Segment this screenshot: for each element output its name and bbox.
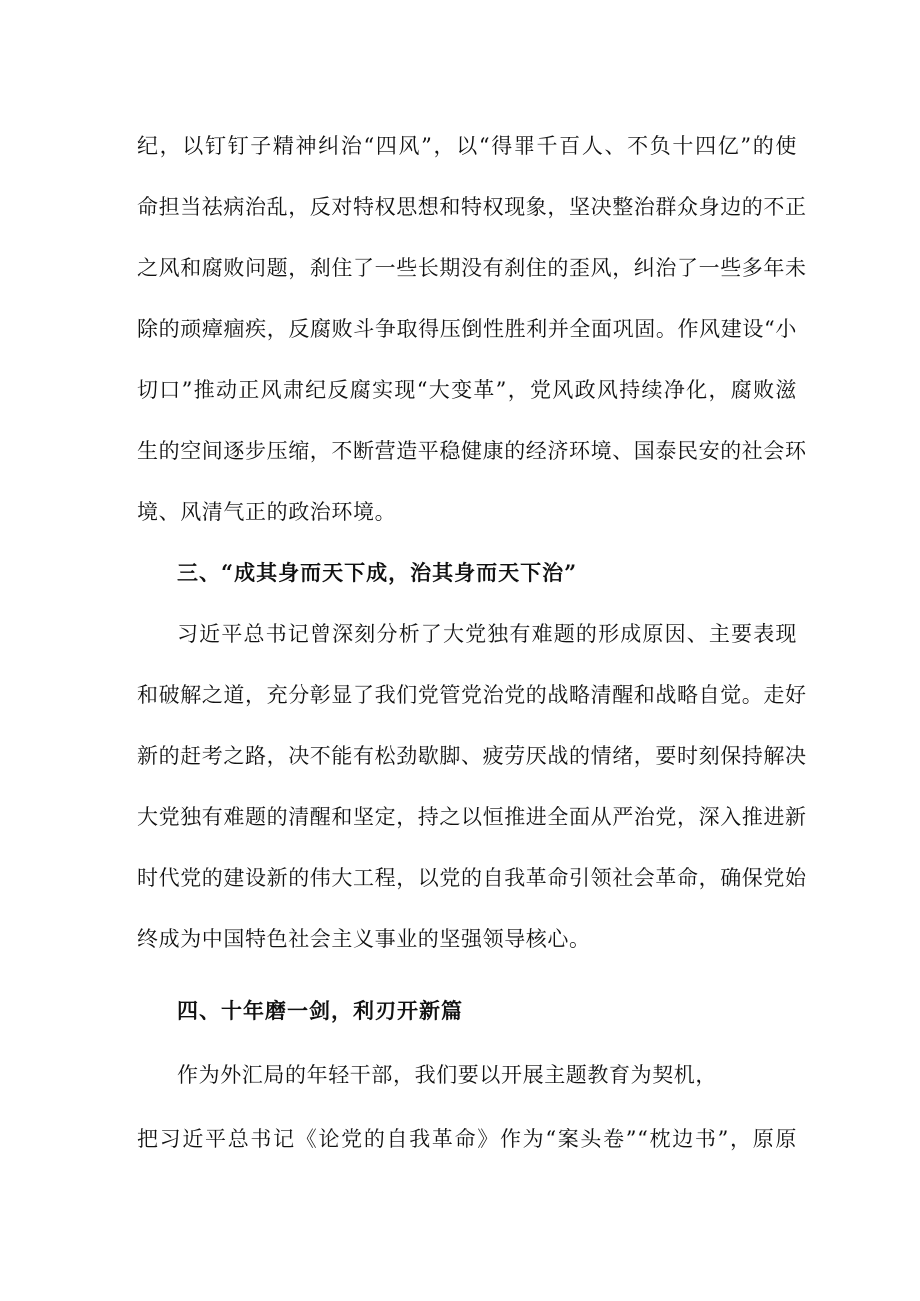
paragraph-line: 切口”推动正风肃纪反腐实现“大变革”，党风政风持续净化，腐败滋 [137,378,797,402]
paragraph-line: 纪，以钉钉子精神纠治“四风”，以“得罪千百人、不负十四亿”的使 [137,134,797,158]
paragraph-line: 和破解之道，充分彰显了我们党管党治党的战略清醒和战略自觉。走好 [137,683,807,707]
paragraph-line: 时代党的建设新的伟大工程，以党的自我革命引领社会革命，确保党始 [137,866,807,890]
paragraph-line: 新的赶考之路，决不能有松劲歇脚、疲劳厌战的情绪，要时刻保持解决 [137,744,807,768]
paragraph-line: 终成为中国特色社会主义事业的坚强领导核心。 [137,927,591,951]
section-heading-3: 三、“成其身而天下成，治其身而天下治” [177,560,578,585]
paragraph-line: 除的顽瘴痼疾，反腐败斗争取得压倒性胜利并全面巩固。作风建设“小 [137,317,797,341]
paragraph-line: 大党独有难题的清醒和坚定，持之以恒推进全面从严治党，深入推进新 [137,805,807,829]
paragraph-line: 作为外汇局的年轻干部，我们要以开展主题教育为契机， [177,1063,717,1087]
paragraph-line: 把习近平总书记《论党的自我革命》作为“案头卷”“枕边书”，原原 [137,1127,797,1151]
paragraph-line: 命担当祛病治乱，反对特权思想和特权现象，坚决整治群众身边的不正 [137,195,807,219]
paragraph-line: 习近平总书记曾深刻分析了大党独有难题的形成原因、主要表现 [177,622,797,646]
section-heading-4: 四、十年磨一剑，利刃开新篇 [177,998,463,1023]
paragraph-line: 境、风清气正的政治环境。 [137,500,397,524]
paragraph-line: 生的空间逐步压缩，不断营造平稳健康的经济环境、国泰民安的社会环 [137,439,807,463]
paragraph-line: 之风和腐败问题，刹住了一些长期没有刹住的歪风，纠治了一些多年未 [137,256,807,280]
